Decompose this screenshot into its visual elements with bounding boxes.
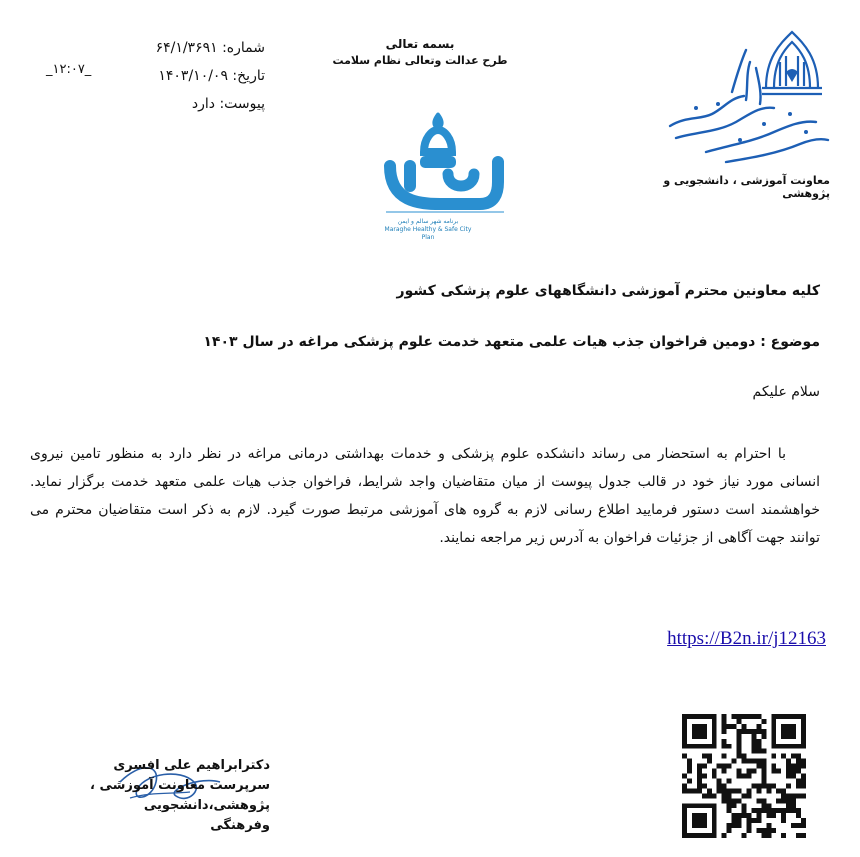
qr-code-icon [682, 714, 806, 838]
letter-body-text: با احترام به استحضار می رساند دانشکده علوم پزشکی و خدمات بهداشتی درمانی مراغه در نظر دارد به منظور تامین نیروی انسانی مورد نیاز خود در قالب جدول پیوست از میان متقاضیان واجد شرایط، فراخوان جذب هیات علمی متعهد خدمت برگزار نماید. خواهشمند است دستور فرمایید اطلاع رسانی لازم به گروه های آموزشی مرتبط صورت گیرد. لازم به ذکر است متقاضیان محترم می توانند جهت آگاهی از جزئیات فراخوان به آدرس زیر مراجعه نمایند. [30, 446, 820, 546]
signer-title-2: پژوهشی،دانشجویی وفرهنگی [143, 798, 270, 833]
plan-title: طرح عدالت وتعالی نظام سلامت [332, 54, 508, 67]
date-label: تاریخ: [232, 68, 265, 84]
recipient-line: کلیه معاونین محترم آموزشی دانشگاههای علوم پزشکی کشور [396, 283, 820, 299]
basmala: بسمه تعالی [385, 37, 455, 51]
letter-meta [120, 34, 265, 118]
letter-attachment [120, 90, 265, 118]
logo-caption-fa: برنامه شهر سالم و ایمن [397, 218, 459, 225]
letter-number [120, 34, 265, 62]
center-header [330, 36, 510, 70]
registration-link[interactable]: https://B2n.ir/j12163 [667, 628, 826, 649]
greeting-line: سلام علیکم [752, 384, 820, 400]
number-label: شماره: [222, 40, 265, 56]
attachment-label: پیوست: [219, 96, 265, 112]
department-name: معاونت آموزشی ، دانشجویی و پژوهشی [663, 174, 830, 200]
subject-line: موضوع : دومین فراخوان جذب هیات علمی متعهد خدمت علوم پزشکی مراغه در سال ۱۴۰۳ [203, 334, 820, 350]
date-value: ۱۴۰۳/۱۰/۰۹ [158, 68, 228, 84]
letter-date [120, 62, 265, 90]
signature-block [90, 756, 270, 836]
number-value: ۶۴/۱/۳۶۹۱ [155, 40, 218, 56]
attachment-value: دارد [191, 96, 215, 112]
logo-caption-en: Maraghe Healthy & Safe City Plan [384, 226, 472, 241]
signer-title-1: سرپرست معاونت آموزشی ، [90, 778, 270, 793]
letter-time: _۱۲:۰۷_ [46, 62, 92, 77]
university-emblem-icon [666, 28, 834, 168]
maraghe-logo-caption [380, 218, 476, 242]
letter-body-paragraph [30, 440, 820, 552]
signer-name: دکترابراهیم علی افسری [113, 758, 270, 773]
